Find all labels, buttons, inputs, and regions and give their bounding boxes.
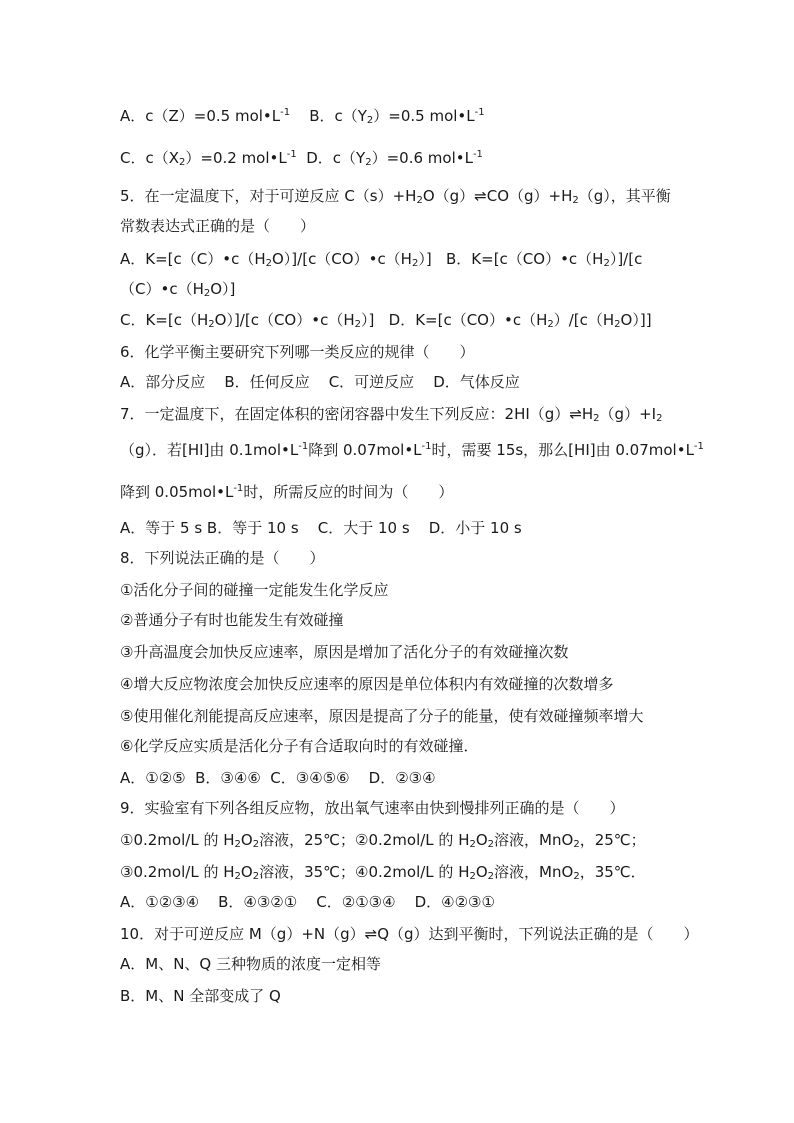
text-run: A．M、N、Q 三种物质的浓度一定相等 (120, 955, 382, 973)
text-line (120, 106, 700, 126)
text-run: O (475, 863, 488, 881)
text-line (120, 372, 700, 392)
text-run: ）]/[c (609, 250, 643, 268)
text-line (120, 249, 700, 269)
text-run: 溶液，MnO (494, 831, 574, 849)
text-run: 时，需要 15s，那么[HI]由 0.07mol•L (431, 441, 694, 459)
subscript: 2 (547, 319, 554, 330)
text-line (120, 279, 700, 299)
text-run: 7．一定温度下，在固定体积的密闭容器中发生下列反应：2HI（g）⇌H (120, 405, 594, 423)
text-run: O）] (210, 280, 236, 298)
subscript: 2 (354, 319, 361, 330)
text-run: （C）•c（H (120, 280, 204, 298)
text-run: ）/[c（H (553, 311, 615, 329)
text-line (120, 186, 700, 206)
text-run: （g）+I (599, 405, 657, 423)
text-line (120, 768, 700, 788)
text-line (120, 986, 700, 1006)
text-run: 5．在一定温度下，对于可逆反应 C（s）+H (120, 187, 417, 205)
text-run: ①活化分子间的碰撞一定能发生化学反应 (120, 581, 389, 599)
text-run: ）] B．K=[c（CO）•c（H (418, 250, 604, 268)
text-line (120, 482, 700, 502)
text-run: （g）．若[HI]由 0.1mol•L (120, 441, 299, 459)
text-run: 常数表达式正确的是（ ） (120, 217, 316, 235)
text-run: 溶液，25℃；②0.2mol/L 的 H (259, 831, 470, 849)
text-run: O）]/[c（CO）•c（H (272, 250, 412, 268)
subscript: 2 (487, 871, 495, 882)
text-line (120, 862, 700, 882)
text-run: ③升高温度会加快反应速率，原因是增加了活化分子的有效碰撞次数 (120, 643, 569, 661)
subscript: 2 (603, 258, 610, 269)
subscript: 2 (487, 839, 495, 850)
subscript: 2 (573, 871, 580, 882)
text-run: 溶液，MnO (494, 863, 574, 881)
subscript: 2 (366, 115, 374, 126)
text-run: C．K=[c（H (120, 311, 209, 329)
text-run: O (475, 831, 488, 849)
superscript: -1 (421, 441, 432, 452)
text-run: A．等于 5 s B．等于 10 s C．大于 10 s D．小于 10 s (120, 519, 522, 537)
text-line (120, 736, 700, 756)
superscript: -1 (693, 441, 704, 452)
text-run: O (240, 831, 253, 849)
subscript: 2 (252, 839, 260, 850)
text-run: ②普通分子有时也能发生有效碰撞 (120, 611, 344, 629)
text-run: D．c（Y (296, 149, 366, 167)
text-run: 10．对于可逆反应 M（g）+N（g）⇌Q（g）达到平衡时，下列说法正确的是（ ） (120, 925, 699, 943)
text-line (120, 580, 700, 600)
subscript: 2 (656, 413, 663, 424)
text-run: 8．下列说法正确的是（ ） (120, 549, 325, 567)
subscript: 2 (572, 195, 579, 206)
text-run: 降到 0.07mol•L (308, 441, 422, 459)
text-run: A．c（Z）=0.5 mol•L (120, 107, 281, 125)
text-line (120, 518, 700, 538)
superscript: -1 (233, 483, 244, 494)
superscript: -1 (472, 149, 483, 160)
text-run: C．c（X (120, 149, 179, 167)
text-line (120, 440, 704, 460)
text-line (120, 404, 700, 424)
superscript: -1 (474, 107, 485, 118)
subscript: 2 (573, 839, 580, 850)
superscript: -1 (286, 149, 297, 160)
text-run: B．M、N 全部变成了 Q (120, 987, 281, 1005)
text-run: ）=0.2 mol•L (185, 149, 287, 167)
subscript: 2 (593, 413, 600, 424)
text-line (120, 342, 700, 362)
superscript: -1 (298, 441, 309, 452)
text-run: ③0.2mol/L 的 H (120, 863, 235, 881)
text-run: ）=0.6 mol•L (371, 149, 473, 167)
subscript: 2 (365, 157, 372, 168)
subscript: 2 (416, 195, 423, 206)
text-run: ⑤使用催化剂能提高反应速率，原因是提高了分子的能量，使有效碰撞频率增大 (120, 707, 644, 725)
text-run: B．c（Y (290, 107, 367, 125)
text-run: ，25℃； (579, 831, 646, 849)
text-run: ④增大反应物浓度会加快反应速率的原因是单位体积内有效碰撞的次数增多 (120, 675, 614, 693)
text-line (120, 216, 700, 236)
text-run: A．部分反应 B．任何反应 C．可逆反应 D．气体反应 (120, 373, 520, 391)
text-line (120, 798, 700, 818)
text-run: （g），其平衡 (578, 187, 671, 205)
text-run: O（g）⇌CO（g）+H (422, 187, 573, 205)
subscript: 2 (234, 839, 241, 850)
subscript: 2 (252, 871, 260, 882)
text-run: O (240, 863, 253, 881)
text-run: A．①②⑤ B．③④⑥ C．③④⑤⑥ D．②③④ (120, 769, 436, 787)
text-line (120, 642, 700, 662)
text-run: ⑥化学反应实质是活化分子有合适取向时的有效碰撞． (120, 737, 479, 755)
text-line (120, 706, 700, 726)
text-line (120, 830, 700, 850)
text-line (120, 674, 700, 694)
subscript: 2 (469, 839, 476, 850)
text-run: 9．实验室有下列各组反应物，放出氧气速率由快到慢排列正确的是（ ） (120, 799, 625, 817)
subscript: 2 (179, 157, 186, 168)
subscript: 2 (411, 258, 419, 269)
text-line (120, 610, 700, 630)
text-run: ）=0.5 mol•L (373, 107, 475, 125)
text-run: 6．化学平衡主要研究下列哪一类反应的规律（ ） (120, 343, 475, 361)
subscript: 2 (203, 288, 211, 299)
text-line (120, 310, 700, 330)
text-line (120, 548, 700, 568)
superscript: -1 (280, 107, 291, 118)
text-run: ）] D．K=[c（CO）•c（H (360, 311, 548, 329)
text-line (120, 924, 700, 944)
subscript: 2 (469, 871, 476, 882)
subscript: 2 (208, 319, 215, 330)
text-run: A．K=[c（C）•c（H (120, 250, 266, 268)
text-line (120, 892, 700, 912)
text-run: O）]] (620, 311, 652, 329)
text-line (120, 954, 700, 974)
text-run: A．①②③④ B．④③②① C．②①③④ D．④②③① (120, 893, 495, 911)
text-run: ①0.2mol/L 的 H (120, 831, 235, 849)
subscript: 2 (265, 258, 272, 269)
text-run: 溶液，35℃；④0.2mol/L 的 H (259, 863, 470, 881)
text-run: 时，所需反应的时间为（ ） (243, 483, 454, 501)
text-run: 降到 0.05mol•L (120, 483, 234, 501)
subscript: 2 (234, 871, 241, 882)
text-line (120, 148, 700, 168)
text-run: O）]/[c（CO）•c（H (214, 311, 355, 329)
subscript: 2 (614, 319, 621, 330)
text-run: ，35℃． (579, 863, 646, 881)
